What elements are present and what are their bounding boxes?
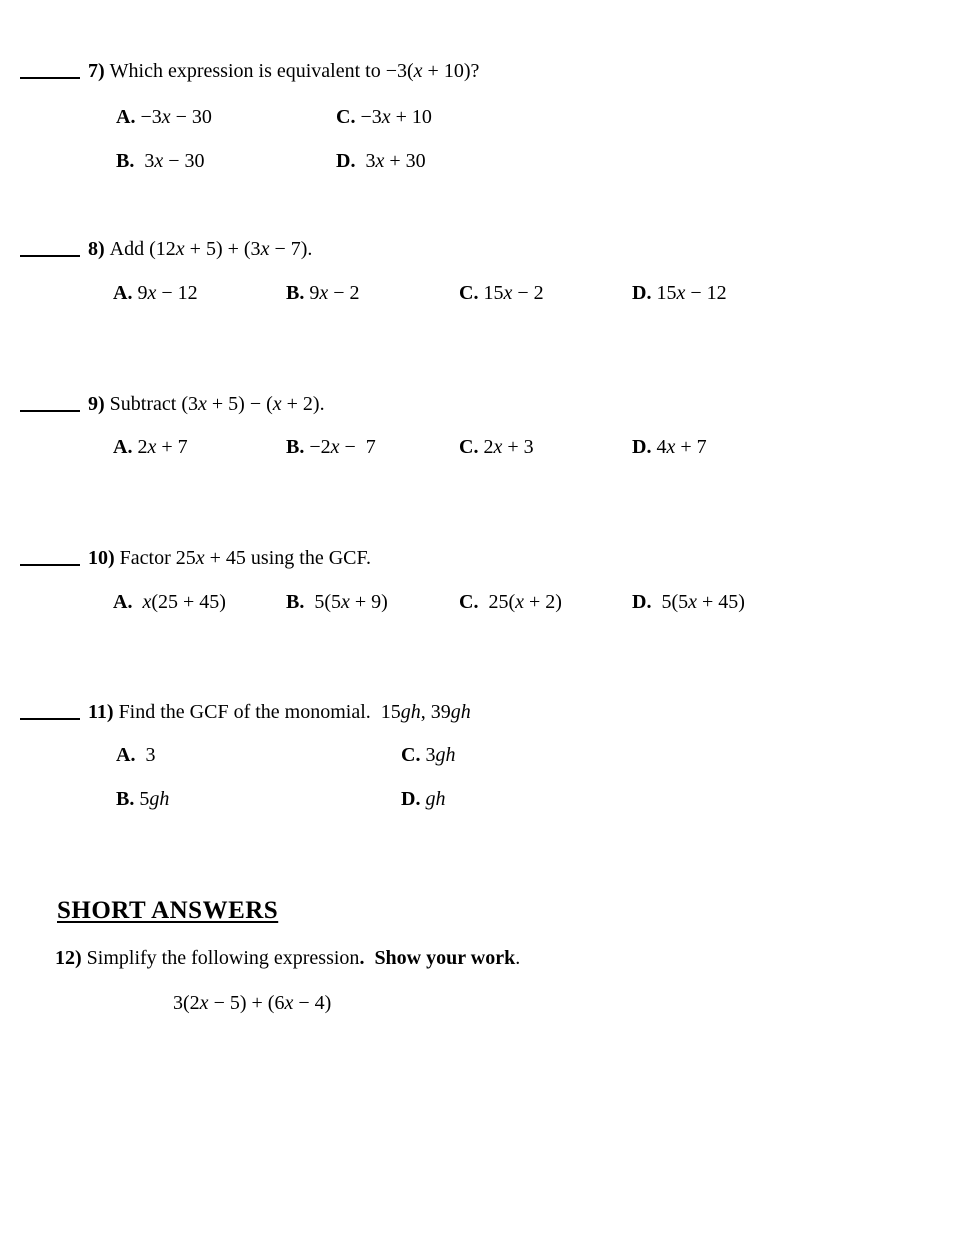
short-answers-heading: SHORT ANSWERS — [57, 897, 279, 924]
question-8-line — [20, 237, 312, 261]
question-9-option-b: B. −2x − 7 — [286, 436, 376, 458]
question-8-option-d: D. 15x − 12 — [632, 282, 727, 304]
question-12-prompt: 12) Simplify the following expression. Show your work. — [55, 947, 521, 969]
question-11-prompt: 11) Find the GCF of the monomial. 15gh, 39gh — [88, 701, 471, 723]
answer-blank-7 — [20, 77, 80, 79]
question-7-line — [20, 59, 479, 83]
answer-blank-8 — [20, 255, 80, 257]
question-10-option-c: C. 25(x + 2) — [459, 591, 562, 613]
question-7-option-d: D. 3x + 30 — [336, 150, 426, 172]
question-10-option-a: A. x(25 + 45) — [113, 591, 226, 613]
question-8-prompt: 8) Add (12x + 5) + (3x − 7). — [88, 238, 313, 260]
question-7-option-b: B. 3x − 30 — [116, 150, 205, 172]
question-9-option-d: D. 4x + 7 — [632, 436, 707, 458]
question-10-prompt: 10) Factor 25x + 45 using the GCF. — [88, 547, 372, 569]
question-11-option-c: C. 3gh — [401, 744, 456, 766]
question-9-option-a: A. 2x + 7 — [113, 436, 188, 458]
question-10-line — [20, 546, 371, 570]
answer-blank-9 — [20, 410, 80, 412]
answer-blank-11 — [20, 718, 80, 720]
question-7-prompt: 7) Which expression is equivalent to −3(x + 10)? — [88, 60, 480, 82]
question-8-option-c: C. 15x − 2 — [459, 282, 544, 304]
question-7-option-a: A. −3x − 30 — [116, 106, 212, 128]
question-12-expression: 3(2x − 5) + (6x − 4) — [173, 992, 332, 1014]
question-9-line — [20, 392, 325, 416]
question-11-option-b: B. 5gh — [116, 788, 170, 810]
question-7-option-c: C. −3x + 10 — [336, 106, 432, 128]
question-8-option-b: B. 9x − 2 — [286, 282, 360, 304]
question-8-option-a: A. 9x − 12 — [113, 282, 198, 304]
question-9-option-c: C. 2x + 3 — [459, 436, 534, 458]
question-9-prompt: 9) Subtract (3x + 5) − (x + 2). — [88, 393, 325, 415]
answer-blank-10 — [20, 564, 80, 566]
question-11-option-a: A. 3 — [116, 744, 156, 766]
question-10-option-d: D. 5(5x + 45) — [632, 591, 745, 613]
question-10-option-b: B. 5(5x + 9) — [286, 591, 388, 613]
question-11-option-d: D. gh — [401, 788, 446, 810]
question-11-line — [20, 700, 471, 724]
